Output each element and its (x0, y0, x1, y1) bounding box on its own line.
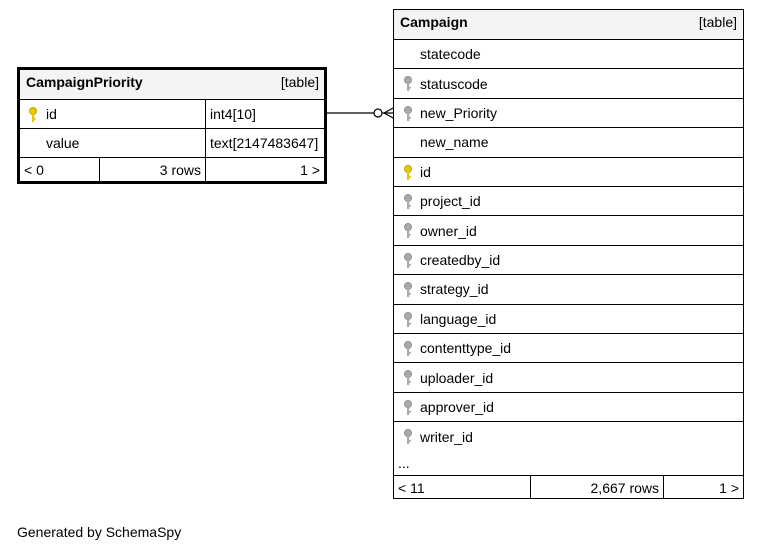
row-count: 3 rows (99, 158, 205, 181)
column-name: strategy_id (420, 281, 489, 298)
table-type: [table] (698, 14, 737, 30)
column-datatype: text[2147483647] (205, 129, 324, 157)
zero-cardinality-circle (374, 109, 382, 117)
column-row-project-id (394, 187, 743, 216)
generated-by-note: Generated by SchemaSpy (17, 524, 182, 540)
column-row-id (20, 100, 324, 129)
column-row-id (394, 158, 743, 187)
column-name: owner_id (420, 222, 477, 239)
foreign-key-icon (403, 223, 413, 239)
column-row-statecode (394, 40, 743, 69)
column-name: project_id (420, 193, 481, 210)
column-name: new_name (420, 134, 489, 151)
column-name: language_id (420, 310, 497, 327)
foreign-key-icon (403, 370, 413, 386)
column-row-contenttype-id (394, 334, 743, 363)
foreign-key-icon (403, 341, 413, 357)
table-name[interactable]: CampaignPriority (26, 74, 143, 90)
row-count: 2,667 rows (530, 476, 663, 499)
column-name: statecode (420, 46, 481, 63)
column-name: id (46, 106, 57, 122)
column-row-owner-id (394, 216, 743, 245)
children-count[interactable]: 1 > (205, 158, 324, 181)
foreign-key-icon (403, 76, 413, 92)
column-name: statuscode (420, 75, 488, 92)
foreign-key-icon (403, 194, 413, 210)
foreign-key-icon (403, 312, 413, 328)
parents-count[interactable]: < 11 (398, 479, 425, 496)
foreign-key-icon (403, 253, 413, 269)
table-header (20, 70, 324, 100)
column-row-strategy-id (394, 275, 743, 304)
more-columns-row (394, 451, 743, 476)
table-campaignpriority[interactable] (17, 67, 327, 184)
column-row-createdby-id (394, 246, 743, 275)
column-name: writer_id (420, 428, 473, 445)
foreign-key-icon (403, 400, 413, 416)
column-row-approver-id (394, 393, 743, 422)
primary-key-icon (403, 165, 413, 181)
column-row-uploader-id (394, 363, 743, 392)
ellipsis: ... (398, 455, 410, 471)
table-name[interactable]: Campaign (400, 14, 468, 30)
column-name: contenttype_id (420, 340, 512, 357)
table-type: [table] (280, 74, 319, 90)
foreign-key-icon (403, 106, 413, 122)
table-footer (20, 158, 324, 181)
column-row-new-priority (394, 99, 743, 128)
table-campaign[interactable] (393, 9, 744, 499)
column-name: value (46, 135, 80, 151)
table-footer (394, 476, 743, 499)
children-count[interactable]: 1 > (663, 476, 743, 499)
column-row-new-name (394, 128, 743, 157)
table-header (394, 10, 743, 40)
column-row-value (20, 129, 324, 158)
parents-count[interactable]: < 0 (24, 161, 44, 178)
primary-key-icon (28, 107, 38, 123)
column-row-statuscode (394, 69, 743, 98)
column-name: createdby_id (420, 251, 501, 268)
column-name: id (420, 163, 431, 180)
column-name: uploader_id (420, 369, 494, 386)
foreign-key-icon (403, 282, 413, 298)
column-name: new_Priority (420, 104, 498, 121)
column-row-writer-id (394, 422, 743, 451)
column-row-language-id (394, 305, 743, 334)
column-datatype: int4[10] (205, 100, 324, 128)
column-name: approver_id (420, 398, 494, 415)
foreign-key-icon (403, 429, 413, 445)
